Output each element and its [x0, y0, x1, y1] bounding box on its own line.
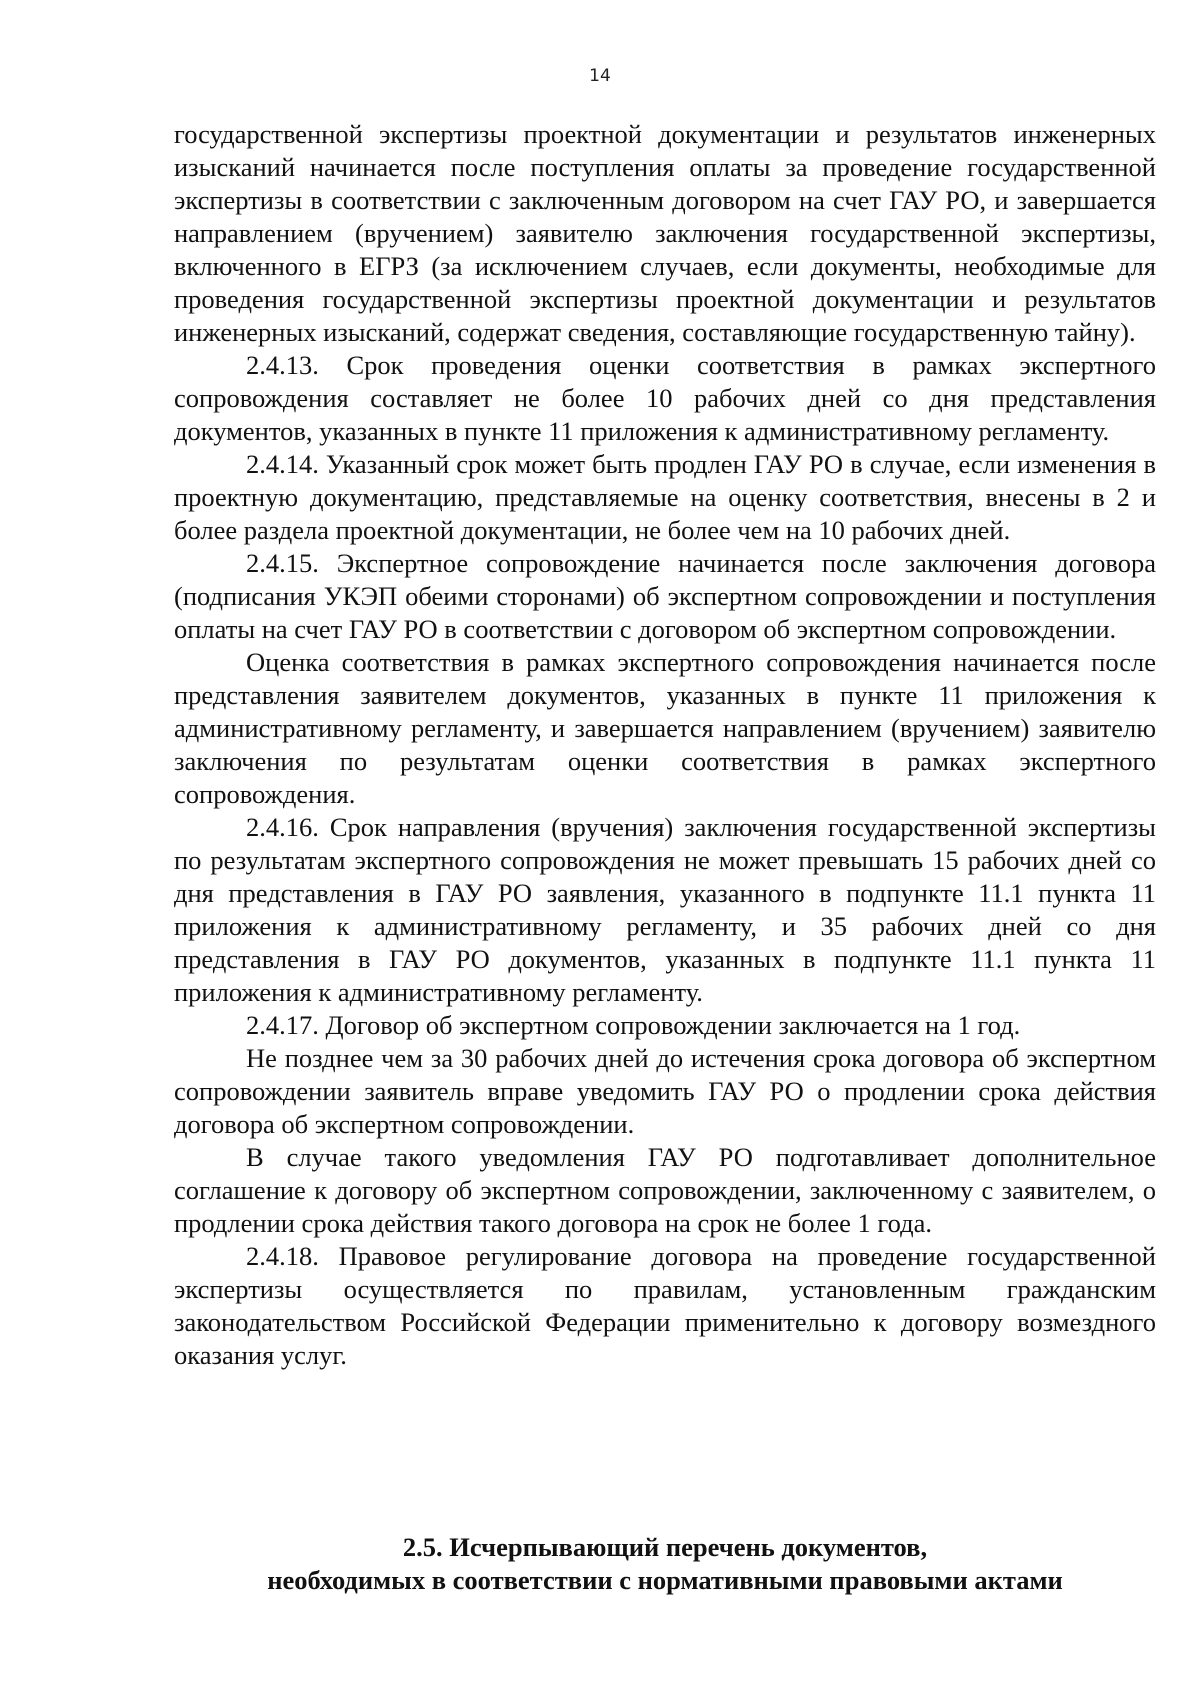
paragraph: 2.4.15. Экспертное сопровождение начинается после заключения договора (подписания УКЭП обеими сторонами) об экспертном сопровождении и поступления оплаты на счет ГАУ РО в соответствии с договором об экспертном сопровождении.: [174, 548, 1156, 644]
paragraph: В случае такого уведомления ГАУ РО подготавливает дополнительное соглашение к договору об экспертном сопровождении, заключенному с заявителем, о продлении срока действия такого договора на срок не более 1 года.: [174, 1142, 1156, 1238]
section-heading: [174, 1531, 1156, 1597]
paragraph: 2.4.14. Указанный срок может быть продлен ГАУ РО в случае, если изменения в проектную документацию, представляемые на оценку соответствия, внесены в 2 и более раздела проектной документации, не более чем на 10 рабочих дней.: [174, 449, 1156, 545]
paragraph: Оценка соответствия в рамках экспертного сопровождения начинается после представления заявителем документов, указанных в пункте 11 приложения к административному регламенту, и завершается направлением (вручением) заявителю заключения по результатам оценки соответствия в рамках экспертного сопровождения.: [174, 647, 1156, 809]
section-heading-line-2: необходимых в соответствии с нормативными правовыми актами: [267, 1565, 1063, 1595]
paragraph: 2.4.18. Правовое регулирование договора на проведение государственной экспертизы осуществляется по правилам, установленным гражданским законодательством Российской Федерации применительно к договору возмездного оказания услуг.: [174, 1241, 1156, 1370]
document-body: [174, 118, 1156, 1372]
paragraph: Не позднее чем за 30 рабочих дней до истечения срока договора об экспертном сопровождении заявитель вправе уведомить ГАУ РО о продлении срока действия договора об экспертном сопровождении.: [174, 1043, 1156, 1139]
paragraph: 2.4.13. Срок проведения оценки соответствия в рамках экспертного сопровождения составляет не более 10 рабочих дней со дня представления документов, указанных в пункте 11 приложения к административному регламенту.: [174, 350, 1156, 446]
paragraph: 2.4.16. Срок направления (вручения) заключения государственной экспертизы по результатам экспертного сопровождения не может превышать 15 рабочих дней со дня представления в ГАУ РО заявления, указанного в подпункте 11.1 пункта 11 приложения к административному регламенту, и 35 рабочих дней со дня представления в ГАУ РО документов, указанных в подпункте 11.1 пункта 11 приложения к административному регламенту.: [174, 812, 1156, 1007]
page-number: 14: [589, 66, 611, 86]
paragraph: государственной экспертизы проектной документации и результатов инженерных изысканий начинается после поступления оплаты за проведение государственной экспертизы в соответствии с заключенным договором на счет ГАУ РО, и завершается направлением (вручением) заявителю заключения государственной экспертизы, включенного в ЕГРЗ (за исключением случаев, если документы, необходимые для проведения государственной экспертизы проектной документации и результатов инженерных изысканий, содержат сведения, составляющие государственную тайну).: [174, 119, 1156, 347]
section-heading-line-1: 2.5. Исчерпывающий перечень документов,: [402, 1532, 928, 1562]
paragraph: 2.4.17. Договор об экспертном сопровождении заключается на 1 год.: [246, 1010, 1021, 1040]
